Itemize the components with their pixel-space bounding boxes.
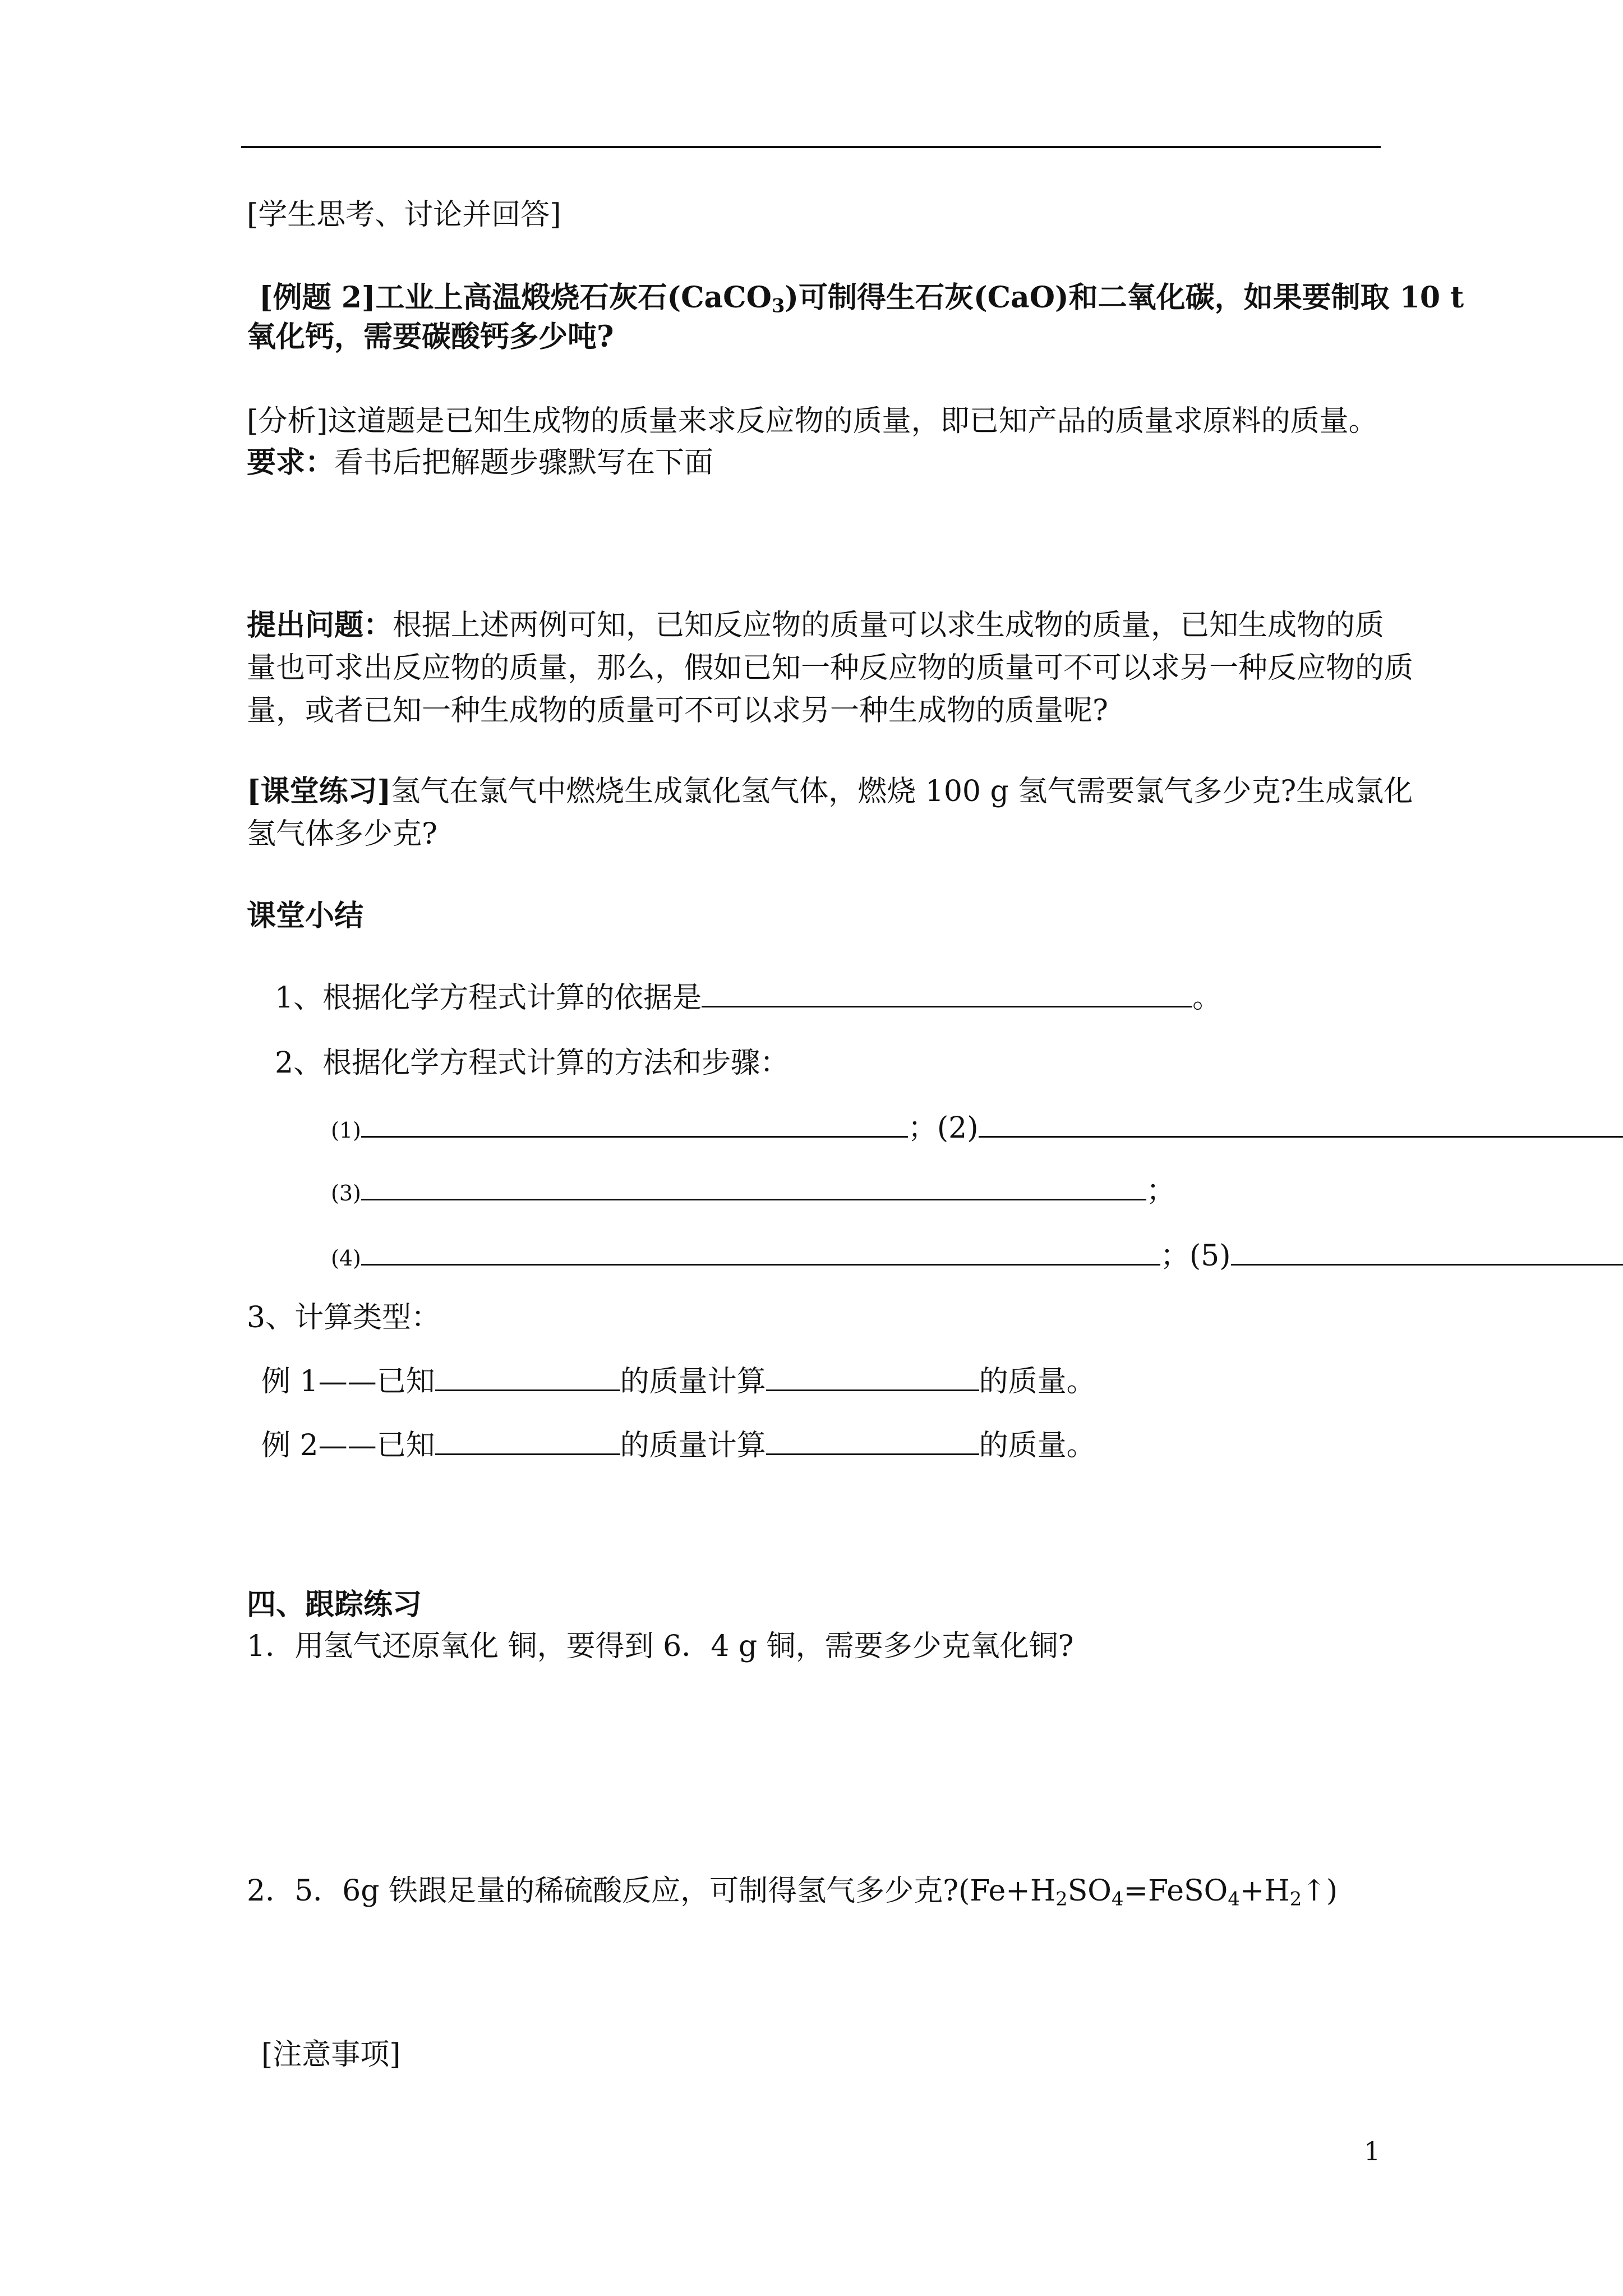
blank-ex1-unknown[interactable] <box>766 1389 979 1391</box>
step-row-4-5: (4) ；(5) <box>331 1239 1623 1273</box>
page-number: 1 <box>1364 2136 1381 2166</box>
exercise-q1: 1．用氢气还原氧化 铜，要得到 6．4 g 铜，需要多少克氧化铜? <box>247 1630 1074 1663</box>
example2-line1: [例题 2]工业上高温煅烧石灰石(CaCO$_3$)可制得生石灰(CaO)和二氧化碳，如果要制取 10 t <box>259 280 1464 317</box>
practice-label: [课堂练习] <box>247 774 391 808</box>
blank-basis[interactable] <box>702 1005 1192 1007</box>
blank-step-4[interactable] <box>361 1263 1160 1266</box>
requirement-label: 要求： <box>247 445 335 480</box>
practice-line1: [课堂练习]氢气在氯气中燃烧生成氯化氢气体，燃烧 100 g 氢气需要氯气多少克?生成氯化 <box>247 774 1413 808</box>
blank-ex2-unknown[interactable] <box>766 1453 979 1455</box>
student-discussion-heading: [学生思考、讨论并回答] <box>247 198 561 232</box>
summary-item2: 2、根据化学方程式计算的方法和步骤： <box>275 1046 790 1080</box>
question-line2: 量也可求出反应物的质量，那么，假如已知一种反应物的质量可不可以求另一种反应物的质 <box>247 651 1414 685</box>
calc-type-title: 3、计算类型： <box>247 1301 441 1335</box>
summary-item1: 1、根据化学方程式计算的依据是 。 <box>275 981 1222 1015</box>
blank-step-1[interactable] <box>361 1135 908 1138</box>
blank-ex1-known[interactable] <box>435 1389 620 1391</box>
question-line3: 量，或者已知一种生成物的质量可不可以求另一种生成物的质量呢? <box>247 694 1108 728</box>
example2-line2: 氧化钙，需要碳酸钙多少吨? <box>247 320 614 354</box>
step-row-1-2: (1) ；(2) <box>331 1111 1623 1145</box>
tracking-exercise-title: 四、跟踪练习 <box>247 1588 422 1622</box>
step-row-3: (3) ； <box>331 1174 1175 1208</box>
question-line1: 提出问题：根据上述两例可知，已知反应物的质量可以求生成物的质量，已知生成物的质 <box>247 608 1385 642</box>
summary-title: 课堂小结 <box>247 899 364 933</box>
blank-step-5[interactable] <box>1231 1263 1623 1266</box>
exercise-q2: 2．5．6g 铁跟足量的稀硫酸反应，可制得氢气多少克$?(Fe+H_2SO_4=FeSO_4+H_2↑)$ <box>247 1874 1338 1910</box>
blank-step-3[interactable] <box>361 1198 1146 1200</box>
calc-example1: 例 1——已知 的质量计算 的质量。 <box>261 1365 1096 1398</box>
header-rule <box>241 146 1381 148</box>
blank-ex2-known[interactable] <box>435 1453 620 1455</box>
notes-heading: [注意事项] <box>261 2038 401 2072</box>
practice-line2: 氢气体多少克? <box>247 817 437 851</box>
question-label: 提出问题： <box>247 608 393 642</box>
analysis-text: [分析]这道题是已知生成物的质量来求反应物的质量，即已知产品的质量求原料的质量。 <box>247 404 1378 438</box>
calc-example2: 例 2——已知 的质量计算 的质量。 <box>261 1429 1096 1462</box>
requirement-text: 要求：看书后把解题步骤默写在下面 <box>247 445 714 480</box>
blank-step-2[interactable] <box>979 1135 1623 1138</box>
example2-label: [例题 2] <box>259 280 376 315</box>
